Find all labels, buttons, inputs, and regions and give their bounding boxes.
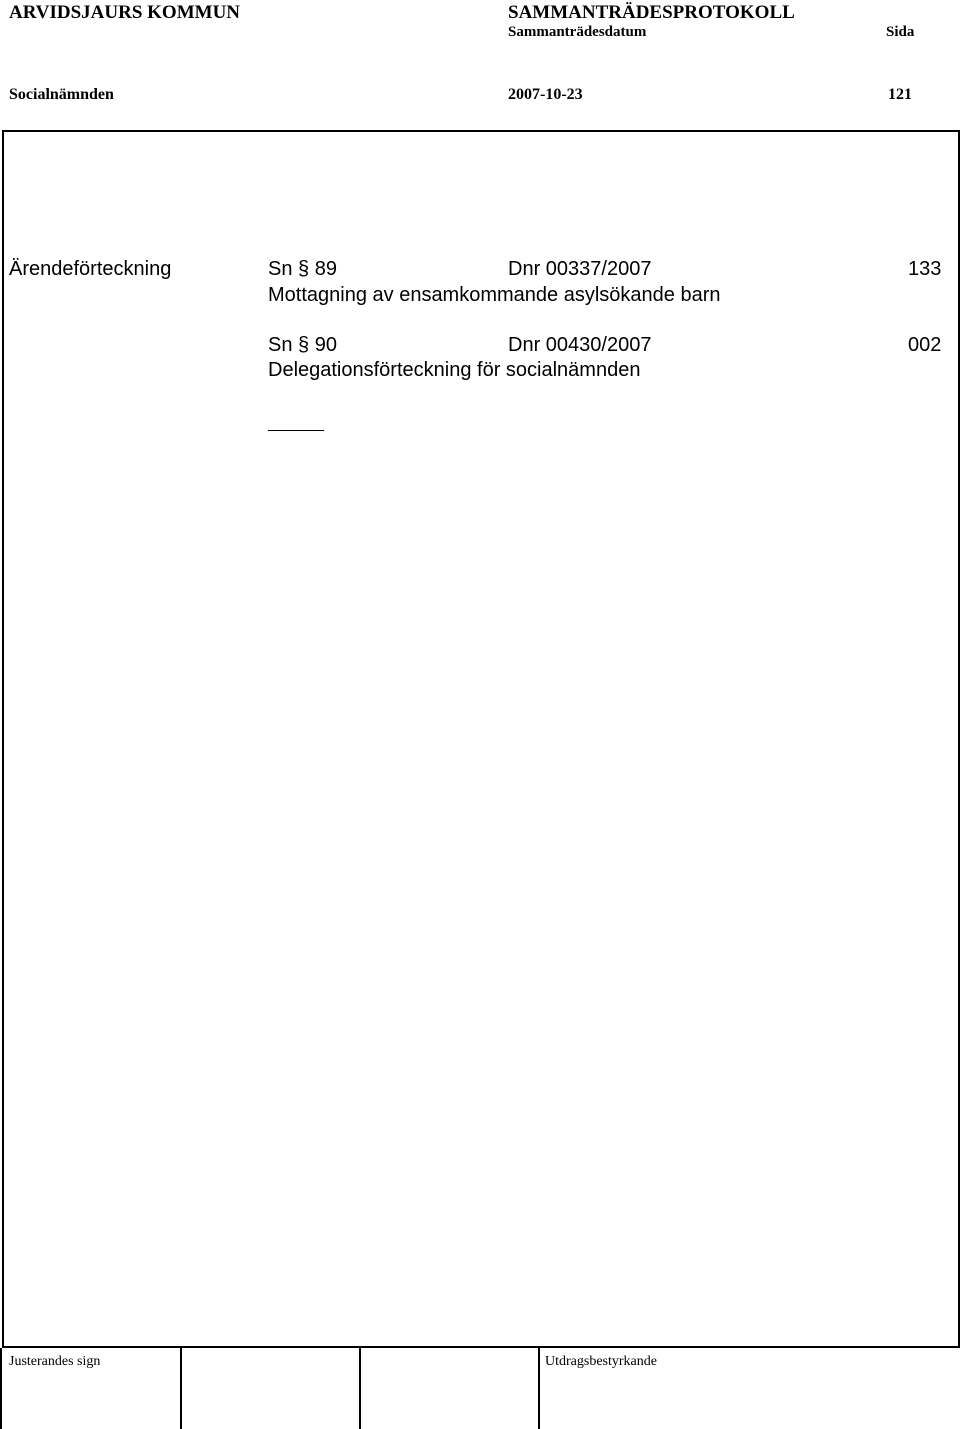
archive-code: 002	[908, 334, 942, 356]
signature-footer	[2, 1346, 960, 1429]
item-title: Delegationsförteckning för socialnämnden	[268, 359, 641, 381]
footer-divider	[180, 1348, 182, 1429]
archive-code: 133	[908, 258, 942, 280]
footer-divider	[538, 1348, 540, 1429]
page-number: 121	[888, 86, 912, 103]
paragraph-number: Sn § 90	[268, 334, 337, 356]
end-rule	[268, 430, 324, 431]
document-type: SAMMANTRÄDESPROTOKOLL	[508, 2, 795, 23]
content-frame	[2, 130, 960, 1348]
extract-certification-label: Utdragsbestyrkande	[545, 1354, 657, 1369]
index-heading: Ärendeförteckning	[9, 258, 172, 280]
item-title: Mottagning av ensamkommande asylsökande barn	[268, 284, 721, 306]
diary-number: Dnr 00430/2007	[508, 334, 652, 356]
paragraph-number: Sn § 89	[268, 258, 337, 280]
diary-number: Dnr 00337/2007	[508, 258, 652, 280]
meeting-date: 2007-10-23	[508, 86, 583, 103]
meeting-date-label: Sammanträdesdatum	[508, 24, 647, 40]
page-label: Sida	[886, 24, 915, 40]
footer-divider	[0, 1348, 2, 1429]
footer-divider	[359, 1348, 361, 1429]
signature-label: Justerandes sign	[9, 1354, 101, 1369]
organization-name: ARVIDSJAURS KOMMUN	[9, 2, 241, 23]
committee-name: Socialnämnden	[9, 86, 114, 103]
